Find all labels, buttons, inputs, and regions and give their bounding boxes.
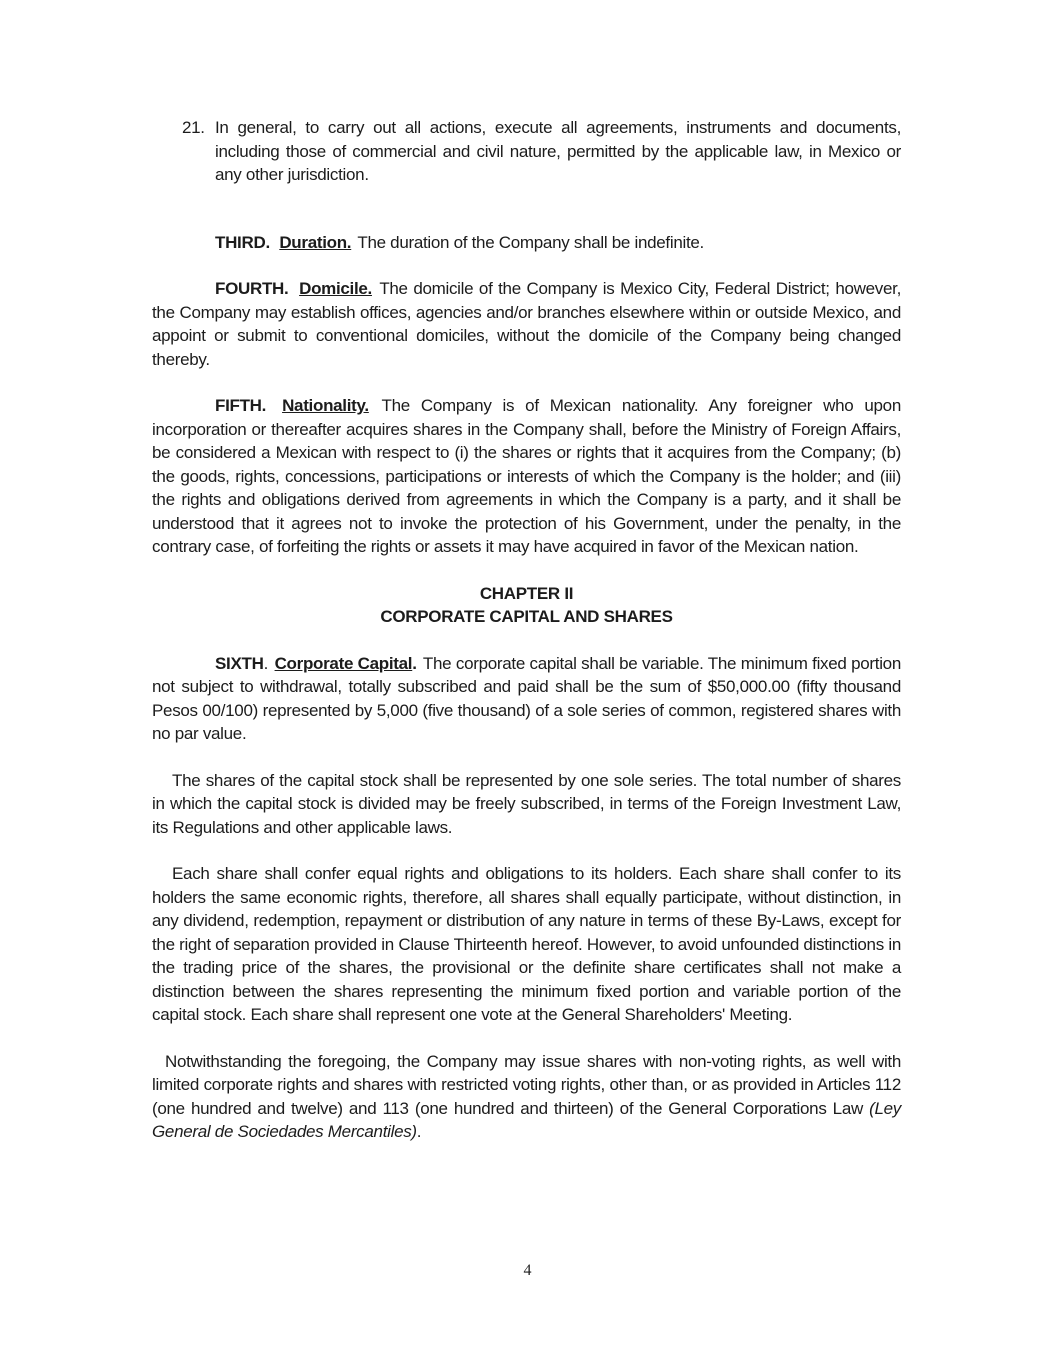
- paragraph-each-share: Each share shall confer equal rights and obligations to its holders. Each share shall confer to its holders the same economic rights, therefore, all shares shall equally participate, without distinction, in any dividend, redemption, repayment or distribution of any nature in terms of these By-Laws, except for the right of separation provided in Clause Thirteenth hereof. However, to avoid unfounded distinctions in the trading price of the shares, the provisional or the definite share certificates shall not make a distinction between the shares representing the minimum fixed portion and variable portion of the capital stock. Each share shall represent one vote at the General Shareholders' Meeting.: [152, 864, 901, 1024]
- chapter-title: CHAPTER II: [479, 583, 574, 603]
- paragraph-notwithstanding: [152, 1050, 901, 1144]
- clause-fourth: [152, 277, 901, 371]
- clause-sixth-label-period: .: [263, 653, 268, 673]
- clause-fifth: [152, 394, 901, 559]
- clause-fourth-label: FOURTH.: [215, 279, 289, 298]
- clause-fifth-heading: Nationality.: [282, 396, 369, 415]
- list-item-21: [152, 116, 901, 187]
- chapter-heading: [152, 582, 901, 629]
- chapter-subtitle: CORPORATE CAPITAL AND SHARES: [380, 607, 673, 626]
- clause-third: [152, 231, 901, 255]
- clause-third-label: THIRD.: [215, 232, 270, 252]
- clause-fifth-body: The Company is of Mexican nationality. Any foreigner who upon incorporation or thereafter acquires shares in the Company shall, before the Ministry of Foreign Affairs, be considered a Mexican with respect to (i) the shares or rights that it acquires from the Company; (b) the goods, rights, concessions, participations or interests of which the Company is the holder; and (iii) the rights and obligations derived from agreements in which the Company is a party, and it shall be understood that it agrees not to invoke the protection of his Government, under the penalty, in the contrary case, of forfeiting the rights or assets it may have acquired in favor of the Mexican nation.: [152, 396, 901, 556]
- document-content: [152, 116, 901, 1167]
- clause-sixth: [152, 652, 901, 746]
- clause-fourth-body: The domicile of the Company is Mexico City, Federal District; however, the Company may establish offices, agencies and/or branches elsewhere within or outside Mexico, and appoint or submit to conventional domiciles, without the domicile of the Company being changed thereby.: [152, 279, 901, 369]
- clause-sixth-heading-period: .: [412, 653, 417, 673]
- paragraph-notwithstanding-text: Notwithstanding the foregoing, the Company may issue shares with non-voting rights, as well with limited corporate rights and shares with restricted voting rights, other than, or as provided in Articles 112 (one hundred and twelve) and 113 (one hundred and thirteen) of the General Corporations Law: [152, 1051, 901, 1118]
- page-number: 4: [523, 1262, 532, 1279]
- clause-fifth-label: FIFTH.: [215, 396, 267, 415]
- clause-third-heading: Duration.: [279, 232, 352, 252]
- paragraph-shares-series: The shares of the capital stock shall be represented by one sole series. The total number of shares in which the capital stock is divided may be freely subscribed, in terms of the Foreign Investment Law, its Regulations and other applicable laws.: [152, 770, 901, 837]
- clause-sixth-body: The corporate capital shall be variable. The minimum fixed portion not subject to withdrawal, totally subscribed and paid shall be the sum of $50,000.00 (fifty thousand Pesos 00/100) represented by 5,000 (five thousand) of a sole series of common, registered shares with no par value.: [152, 653, 901, 743]
- clause-fourth-heading: Domicile.: [299, 279, 372, 298]
- clause-sixth-heading: Corporate Capital: [274, 653, 413, 673]
- paragraph-notwithstanding-end: .: [416, 1122, 422, 1141]
- clause-third-body: The duration of the Company shall be indefinite.: [357, 232, 704, 252]
- list-item-21-text: In general, to carry out all actions, execute all agreements, instruments and documents, including those of commercial and civil nature, permitted by the applicable law, in Mexico or any other jurisdiction.: [215, 118, 901, 184]
- paragraph-notwithstanding-italic: (Ley General de Sociedades Mercantiles): [152, 1098, 901, 1141]
- clause-sixth-label: SIXTH: [215, 653, 264, 673]
- list-item-21-number: 21.: [182, 118, 205, 137]
